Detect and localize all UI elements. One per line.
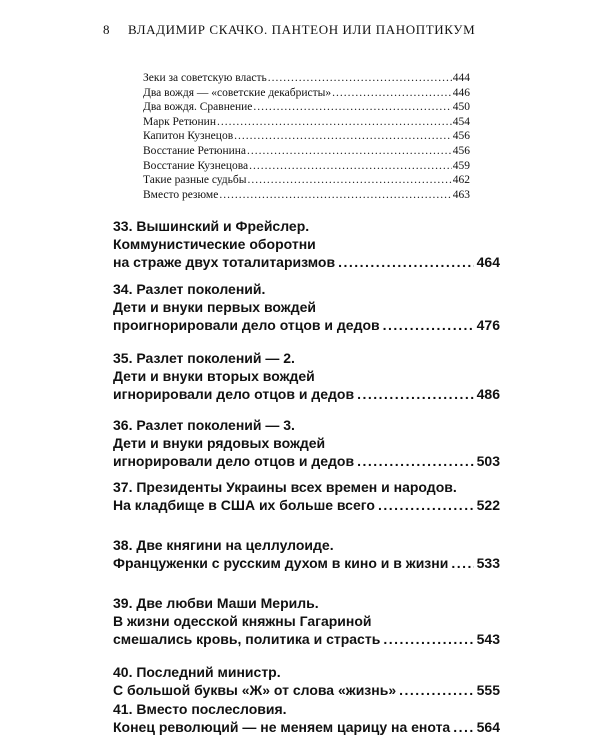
chapter-title-line: игнорировали дело отцов и дедов	[113, 386, 355, 402]
subentry-title: Марк Ретюнин	[143, 115, 216, 128]
chapter-title-line: на страже двух тоталитаризмов	[113, 254, 336, 270]
chapter-title-line: Дети и внуки первых вождей	[113, 299, 316, 315]
subentry-page: 454	[452, 115, 470, 128]
toc-chapter	[113, 478, 500, 514]
chapter-title-line: Дети и внуки рядовых вождей	[113, 435, 326, 451]
chapter-page: 464	[476, 254, 500, 270]
subentry-page: 456	[452, 130, 470, 143]
chapter-title-line: С большой буквы «Ж» от слова «жизнь»	[113, 682, 397, 698]
dot-leader	[383, 630, 473, 648]
toc-subentry	[143, 115, 470, 129]
toc-chapter	[113, 416, 500, 470]
subentry-page: 463	[452, 188, 470, 201]
subentry-title: Восстание Ретюнина	[143, 145, 247, 157]
chapter-last-line	[113, 496, 500, 514]
chapter-page: 555	[476, 682, 500, 698]
chapter-title-line: 34. Разлет поколений.	[113, 281, 266, 297]
chapter-last-line	[113, 718, 500, 736]
chapter-page: 564	[476, 719, 500, 735]
chapter-title-line: 35. Разлет поколений — 2.	[113, 350, 295, 366]
toc-subentry	[143, 86, 470, 100]
toc-subentry	[143, 159, 470, 173]
chapter-title-line: игнорировали дело отцов и дедов	[113, 453, 355, 469]
dot-leader	[247, 173, 451, 187]
subentry-page: 450	[452, 101, 470, 114]
toc-chapter	[113, 280, 500, 334]
toc-subentry	[143, 188, 470, 202]
chapter-last-line	[113, 316, 500, 334]
chapter-title-line: 36. Разлет поколений — 3.	[113, 417, 295, 433]
dot-leader	[234, 129, 452, 143]
chapter-title-line: Конец революций — не меняем царицу на енота	[113, 719, 451, 735]
subentry-page: 444	[452, 72, 470, 84]
chapter-last-line	[113, 554, 500, 572]
chapter-last-line	[113, 452, 500, 470]
toc-subentry	[143, 100, 470, 114]
chapter-page: 503	[476, 453, 500, 469]
toc-subentry	[143, 71, 470, 85]
subentry-title: Капитон Кузнецов	[143, 130, 234, 143]
subentry-page: 459	[452, 159, 470, 172]
toc-chapter	[113, 349, 500, 403]
subentry-page: 446	[452, 86, 470, 99]
subentry-title: Вместо резюме	[143, 188, 219, 201]
chapter-last-line	[113, 630, 500, 648]
chapter-title-line: В жизни одесской княжны Гагариной	[113, 613, 372, 629]
dot-leader	[453, 718, 473, 736]
dot-leader	[399, 681, 474, 699]
dot-leader	[219, 188, 451, 202]
page-number: 8	[103, 22, 111, 37]
dot-leader	[357, 452, 474, 470]
dot-leader	[249, 159, 452, 173]
chapter-last-line	[113, 253, 500, 271]
toc-chapter	[113, 663, 500, 699]
subentry-title: Два вождя. Сравнение	[143, 101, 253, 114]
running-header	[103, 22, 475, 38]
toc-subentry	[143, 144, 470, 158]
chapter-title-line: На кладбище в США их больше всего	[113, 497, 375, 513]
subentry-page: 456	[452, 145, 470, 157]
dot-leader	[217, 115, 452, 129]
toc-chapter	[113, 217, 500, 271]
subentry-title: Зеки за советскую власть	[143, 72, 267, 84]
chapter-title-line: 33. Вышинский и Фрейслер.	[113, 218, 310, 234]
toc-subentry	[143, 129, 470, 143]
chapter-page: 476	[476, 317, 500, 333]
dot-leader	[451, 554, 473, 572]
dot-leader	[247, 144, 452, 158]
running-title: ВЛАДИМИР СКАЧКО. ПАНТЕОН ИЛИ ПАНОПТИКУМ	[127, 22, 476, 37]
chapter-title-line: Дети и внуки вторых вождей	[113, 368, 315, 384]
chapter-page: 486	[476, 386, 500, 402]
toc-chapter	[113, 536, 500, 572]
chapter-title-line: 39. Две любви Маши Мериль.	[113, 595, 319, 611]
subentry-title: Восстание Кузнецова	[143, 159, 249, 172]
chapter-page: 543	[476, 631, 500, 647]
chapter-title-line: 40. Последний министр.	[113, 664, 281, 680]
dot-leader	[268, 71, 452, 85]
chapter-title-line: смешались кровь, политика и страсть	[113, 631, 381, 647]
dot-leader	[378, 496, 474, 514]
chapter-page: 522	[476, 497, 500, 513]
chapter-title-line: Француженки с русским духом в кино и в жизни	[113, 555, 449, 571]
chapter-last-line	[113, 385, 500, 403]
subentry-title: Два вождя — «советские декабристы»	[143, 86, 332, 99]
chapter-title-line: проигнорировали дело отцов и дедов	[113, 317, 380, 333]
dot-leader	[332, 86, 452, 100]
dot-leader	[357, 385, 474, 403]
toc-chapter	[113, 594, 500, 648]
dot-leader	[383, 316, 474, 334]
dot-leader	[338, 253, 474, 271]
chapter-last-line	[113, 681, 500, 699]
chapter-title-line: Коммунистические оборотни	[113, 236, 316, 252]
subentry-title: Такие разные судьбы	[143, 174, 247, 187]
chapter-title-line: 38. Две княгини на целлулоиде.	[113, 537, 334, 553]
chapter-page: 533	[476, 555, 500, 571]
toc-chapter	[113, 700, 500, 736]
dot-leader	[253, 100, 451, 114]
chapter-title-line: 37. Президенты Украины всех времен и народов.	[113, 479, 457, 495]
toc-subentry	[143, 173, 470, 187]
chapter-title-line: 41. Вместо послесловия.	[113, 701, 287, 717]
subentry-page: 462	[452, 174, 470, 187]
